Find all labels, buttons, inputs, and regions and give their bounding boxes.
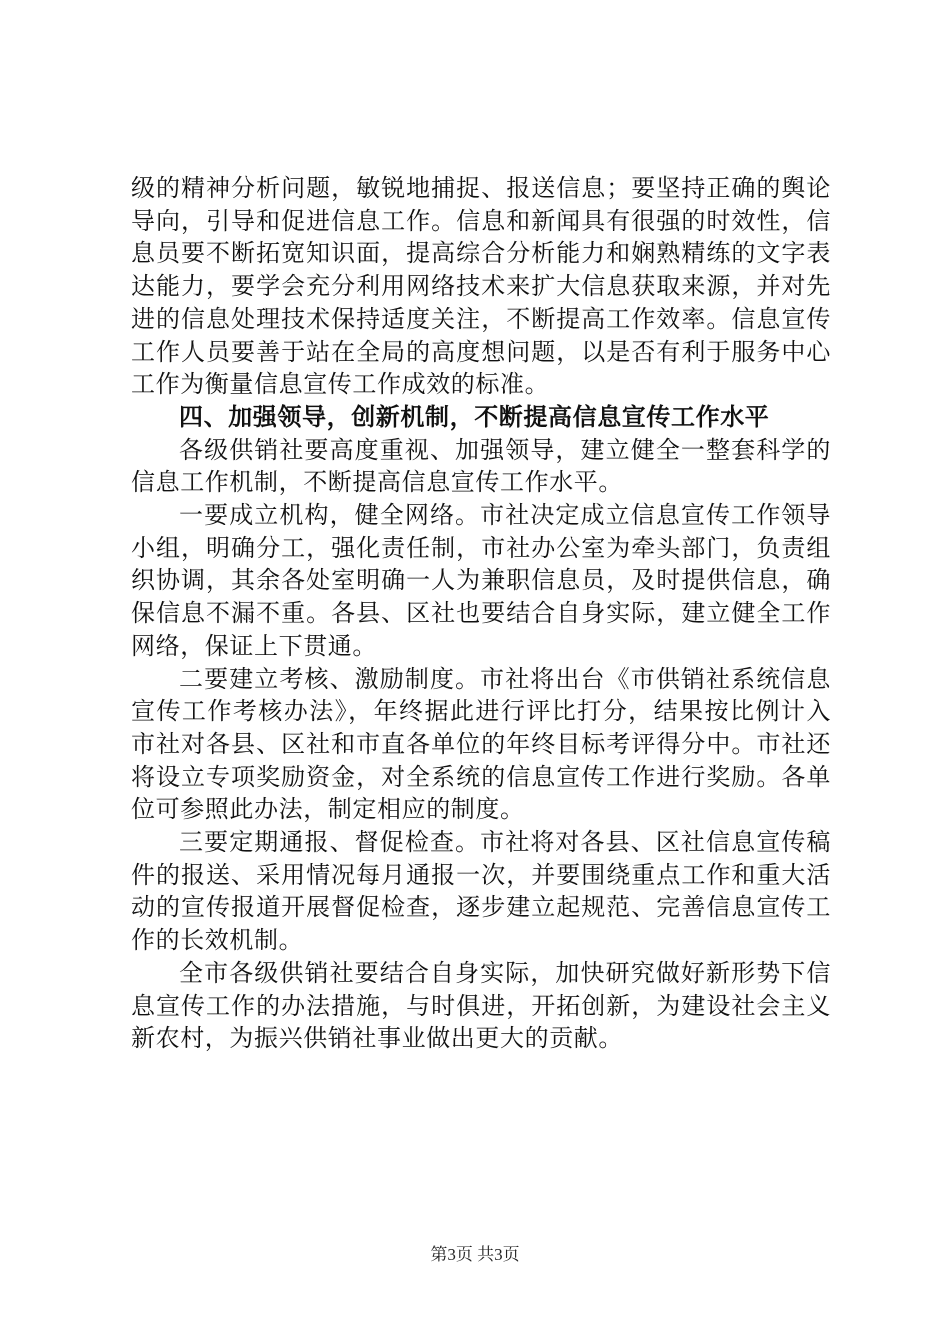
page-number-footer: 第3页 共3页 [430,1245,520,1264]
closing-paragraph: 全市各级供销社要结合自身实际，加快研究做好新形势下信息宣传工作的办法措施，与时俱进，开拓创新，为建设社会主义新农村，为振兴供销社事业做出更大的贡献。 [131,958,831,1053]
body-paragraph: 各级供销社要高度重视、加强领导，建立健全一整套科学的信息工作机制，不断提高信息宣传工作水平。 [131,435,831,497]
body-paragraph: 二要建立考核、激励制度。市社将出台《市供销社系统信息宣传工作考核办法》，年终据此进行评比打分，结果按比例计入市社对各县、区社和市直各单位的年终目标考评得分中。市社还将设立专项奖励资金，对全系统的信息宣传工作进行奖励。各单位可参照此办法，制定相应的制度。 [131,664,831,824]
section-heading: 四、加强领导，创新机制，不断提高信息宣传工作水平 [179,402,770,431]
body-paragraph: 三要定期通报、督促检查。市社将对各县、区社信息宣传稿件的报送、采用情况每月通报一次，并要围绕重点工作和重大活动的宣传报道开展督促检查，逐步建立起规范、完善信息宣传工作的长效机制。 [131,828,831,955]
body-paragraph: 一要成立机构，健全网络。市社决定成立信息宣传工作领导小组，明确分工，强化责任制，市社办公室为牵头部门，负责组织协调，其余各处室明确一人为兼职信息员，及时提供信息，确保信息不漏不重。各县、区社也要结合自身实际，建立健全工作网络，保证上下贯通。 [131,501,831,660]
continued-paragraph: 级的精神分析问题，敏锐地捕捉、报送信息；要坚持正确的舆论导向，引导和促进信息工作。信息和新闻具有很强的时效性，信息员要不断拓宽知识面，提高综合分析能力和娴熟精练的文字表达能力，要学会充分利用网络技术来扩大信息获取来源，并对先进的信息处理技术保持适度关注，不断提高工作效率。信息宣传工作人员要善于站在全局的高度想问题，以是否有利于服务中心工作为衡量信息宣传工作成效的标准。 [131,174,831,399]
document-body [131,172,831,1055]
